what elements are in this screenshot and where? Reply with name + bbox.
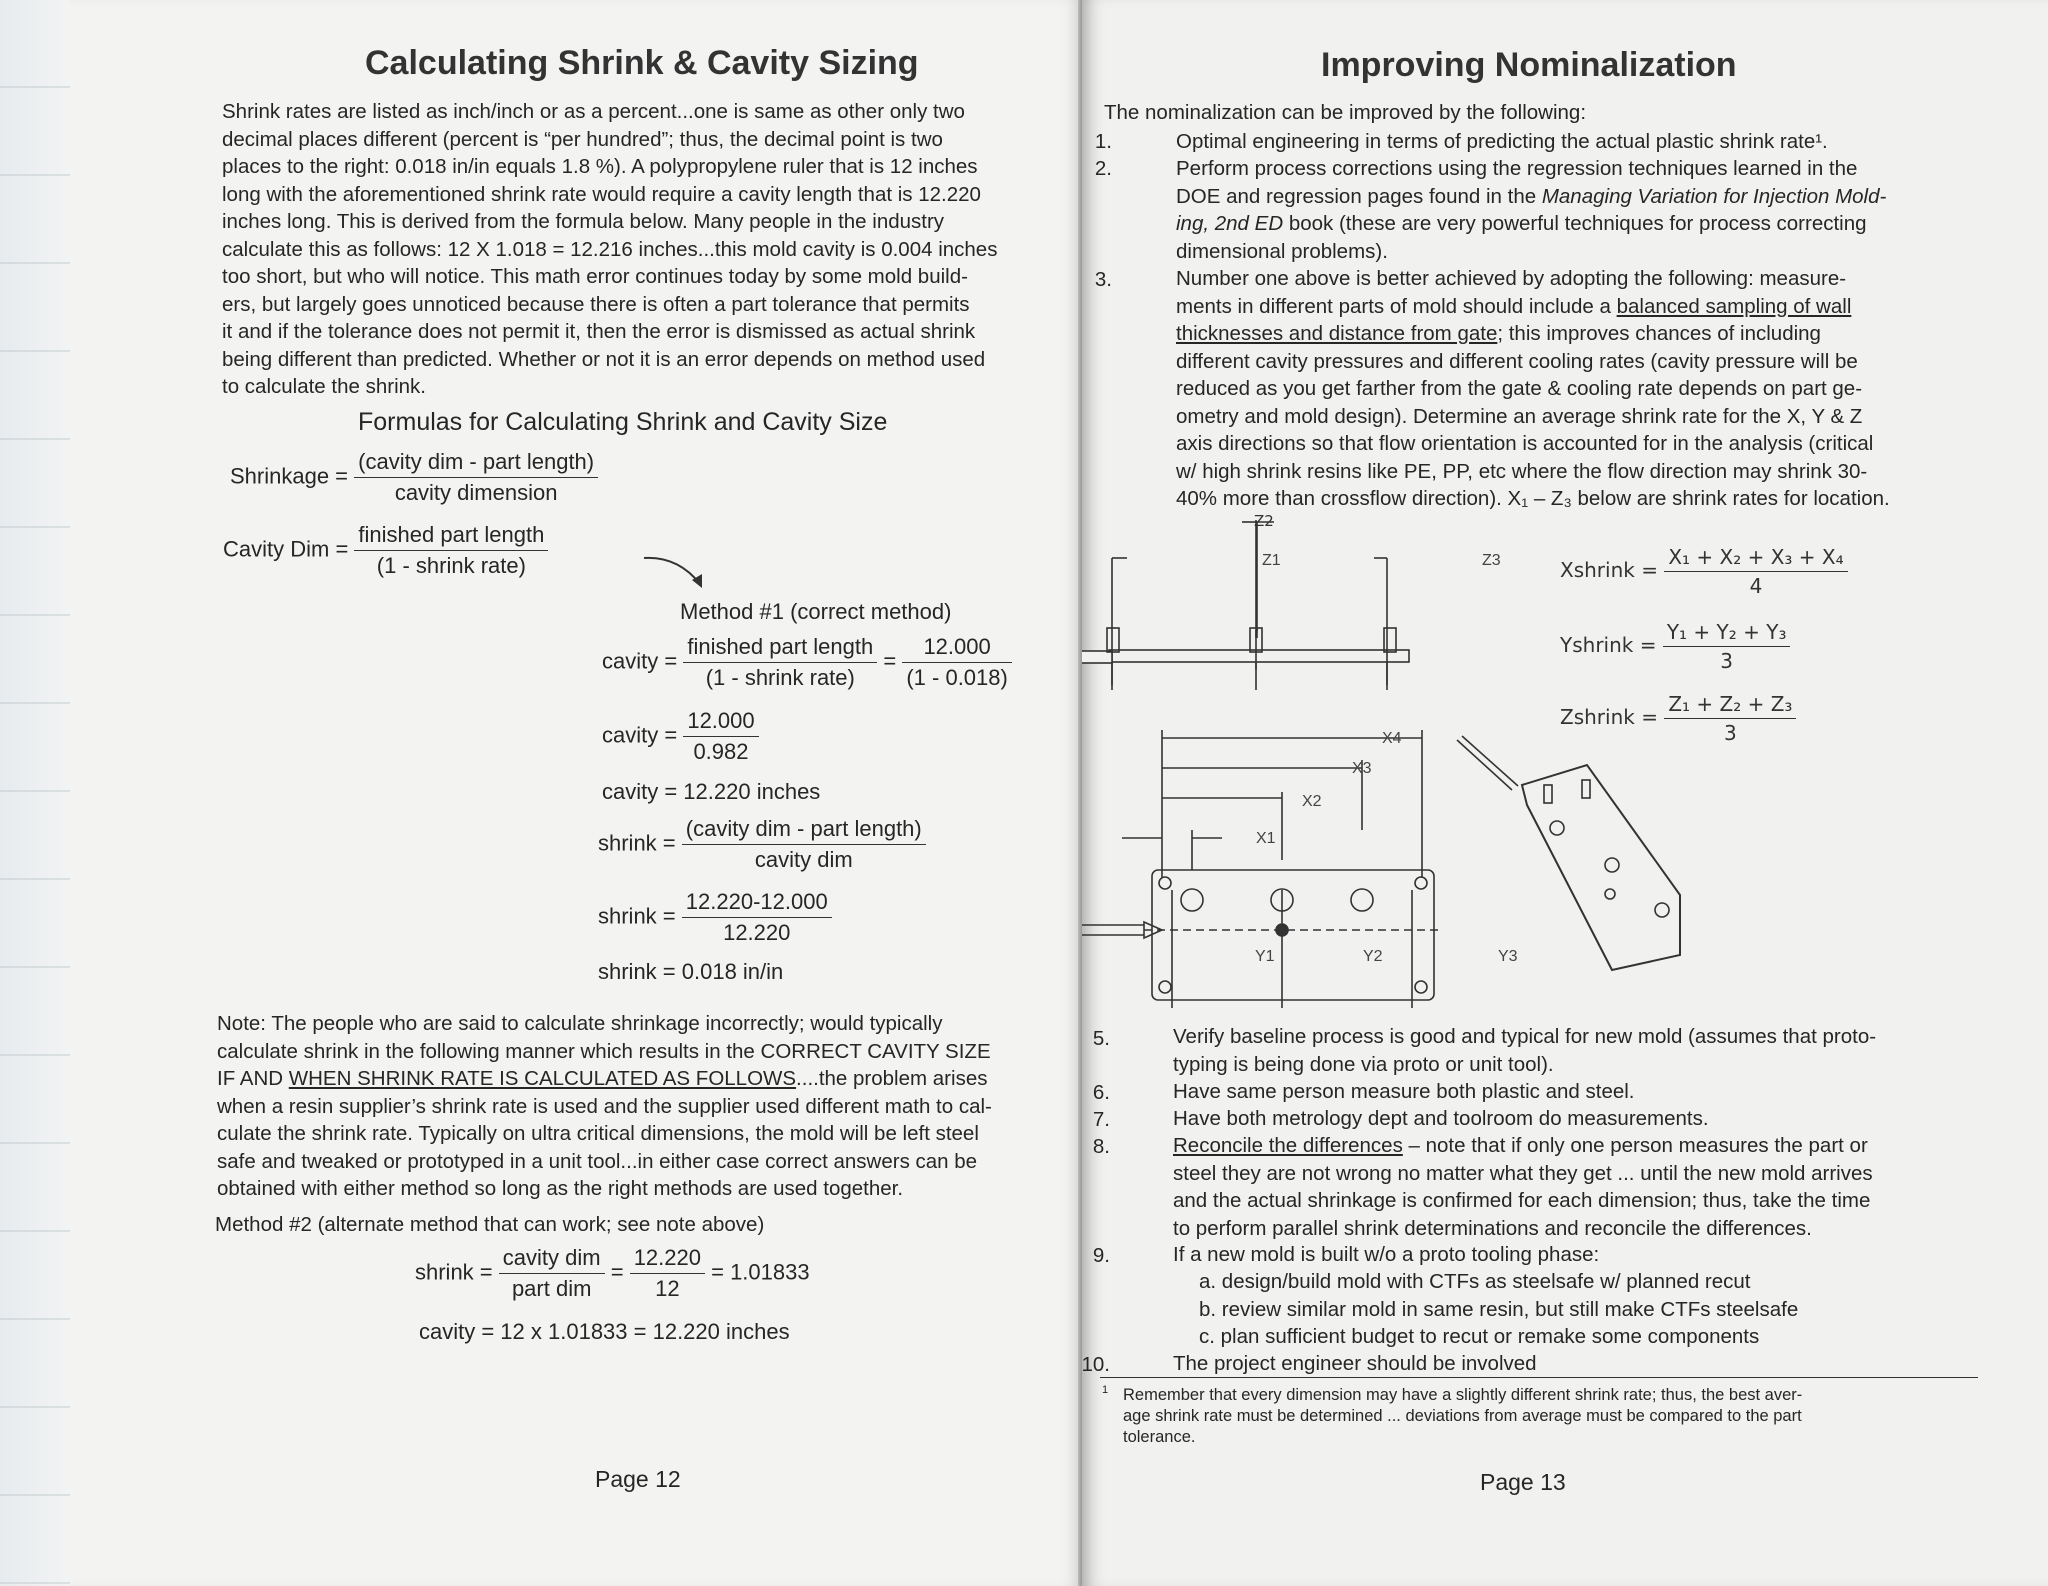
numerator: finished part length — [354, 522, 548, 551]
shrink-result: shrink = 0.018 in/in — [598, 959, 784, 984]
text-line: when a resin supplier’s shrink rate is used and the supplier used different math to cal- — [217, 1094, 992, 1118]
numerator: Y₁ + Y₂ + Y₃ — [1663, 620, 1791, 647]
left-intro-paragraph — [222, 98, 997, 401]
formula-label: cavity = — [602, 648, 678, 674]
equals-sign: = — [610, 1259, 624, 1285]
denominator: 0.982 — [693, 739, 749, 764]
fraction — [1663, 620, 1791, 673]
text-line: places to the right: 0.018 in/in equals 1.8 %). A polypropylene ruler that is 12 inches — [222, 155, 978, 178]
formula-label: Cavity Dim = — [223, 536, 349, 562]
sub-list-item: b. review similar mold in same resin, but still make CTFs steelsafe — [1199, 1297, 1799, 1321]
list-number: 8. — [1092, 1135, 1110, 1158]
sub-list-item: c. plan sufficient budget to recut or remake some components — [1199, 1325, 1760, 1348]
right-page-title: Improving Nominalization — [1321, 46, 1737, 84]
text-line: reduced as you get farther from the gate & cooling rate depends on part ge- — [1176, 377, 1863, 400]
text-line: calculate shrink in the following manner which results in the CORRECT CAVITY SIZE — [217, 1039, 991, 1063]
denominator: 4 — [1749, 574, 1763, 598]
denominator: (1 - shrink rate) — [376, 553, 526, 578]
method1-cavity-result: cavity = 12.220 inches — [602, 779, 821, 804]
text-line: typing is being done via proto or unit tool). — [1173, 1052, 1554, 1076]
yshrink-formula — [1560, 620, 1790, 673]
page-number: Page 13 — [1480, 1469, 1566, 1495]
list-number: 3. — [1094, 268, 1112, 291]
text-fragment: DOE and regression pages found in the — [1176, 184, 1542, 208]
y1-label: Y1 — [1255, 948, 1275, 965]
text-line: inches long. This is derived from the formula below. Many people in the industry — [222, 210, 945, 233]
text-line: axis directions so that flow orientation is accounted for in the analysis (critical — [1176, 432, 1874, 455]
fraction — [683, 708, 758, 765]
text-line: 40% more than crossflow direction). X₁ – Z₃ below are shrink rates for location. — [1176, 487, 1890, 510]
footnote-divider — [1100, 1377, 1978, 1378]
formula-label: shrink = — [598, 903, 676, 929]
text-line: obtained with either method so long as the right methods are used together. — [217, 1177, 904, 1200]
text-line — [1176, 320, 1890, 348]
text-line: steel they are not wrong no matter what they get ... until the new mold arrives — [1173, 1161, 1873, 1185]
intro-text: The nominalization can be improved by the following: — [1104, 101, 1587, 124]
shrink-formula-1 — [598, 816, 926, 873]
method1-cavity-formula — [602, 634, 1012, 691]
list-number: 2. — [1094, 157, 1112, 180]
formulas-heading: Formulas for Calculating Shrink and Cavity Size — [358, 408, 888, 436]
text-line: too short, but who will notice. This math error continues today by some mold build- — [222, 265, 968, 288]
method2-shrink-formula — [415, 1245, 810, 1302]
text-line: culate the shrink rate. Typically on ultra critical dimensions, the mold will be left steel — [217, 1122, 979, 1145]
x4-label: X4 — [1382, 730, 1402, 747]
curved-arrow-icon — [640, 552, 710, 594]
text-line: Shrink rates are listed as inch/inch or as a percent...one is same as other only two — [222, 100, 965, 123]
left-page — [70, 0, 1082, 1586]
list-item-text: Optimal engineering in terms of predicting the actual plastic shrink rate¹. — [1176, 130, 1828, 153]
list-item-text: If a new mold is built w/o a proto tooling phase: — [1173, 1243, 1600, 1266]
fraction — [1664, 545, 1847, 598]
list-item-text — [1173, 1132, 1873, 1242]
text-line: ometry and mold design). Determine an average shrink rate for the X, Y & Z — [1176, 404, 1863, 428]
y2-label: Y2 — [1363, 948, 1383, 965]
text-line: ers, but largely goes unnoticed because there is often a part tolerance that permits — [222, 292, 970, 316]
denominator: 3 — [1724, 721, 1737, 745]
numerator: 12.220-12.000 — [682, 889, 832, 918]
list-number: 10. — [1082, 1353, 1110, 1376]
cavity-dim-formula — [223, 522, 548, 579]
denominator: 12 — [655, 1276, 680, 1301]
list-item-text: The project engineer should be involved — [1173, 1352, 1537, 1375]
fraction — [354, 522, 548, 579]
text-line: calculate this as follows: 12 X 1.018 = 12.216 inches...this mold cavity is 0.004 inches — [222, 237, 998, 261]
shrinkage-formula — [230, 449, 598, 506]
formula-label: shrink = — [415, 1259, 493, 1285]
list-number: 5. — [1092, 1027, 1110, 1050]
underlined-text: Reconcile the differences — [1173, 1134, 1403, 1157]
formula-label: cavity = — [602, 722, 678, 748]
text-fragment: book (these are very powerful techniques for process correcting — [1283, 212, 1867, 235]
sub-list — [1199, 1268, 1798, 1351]
text-line: to calculate the shrink. — [222, 375, 426, 398]
denominator: 3 — [1720, 649, 1734, 673]
list-item-text: Have same person measure both plastic and steel. — [1173, 1080, 1635, 1103]
denominator: cavity dim — [754, 847, 853, 872]
numerator: cavity dim — [499, 1245, 605, 1274]
text-line: Remember that every dimension may have a slightly different shrink rate; thus, the best aver- — [1123, 1386, 1803, 1404]
text-line: Perform process corrections using the regression techniques learned in the — [1176, 157, 1858, 180]
text-line: being different than predicted. Whether or not it is an error depends on method used — [222, 347, 986, 371]
text-line: and the actual shrinkage is confirmed for each dimension; thus, take the time — [1173, 1189, 1871, 1212]
x2-label: X2 — [1302, 793, 1322, 810]
method1-heading: Method #1 (correct method) — [680, 599, 952, 624]
text-line — [1173, 1132, 1873, 1160]
method1-cavity-step2 — [602, 708, 759, 765]
list-number: 6. — [1092, 1081, 1110, 1104]
list-item-text — [1176, 155, 1886, 265]
text-line — [1176, 183, 1886, 211]
list-item-text — [1173, 1023, 1876, 1078]
underlined-text: WHEN SHRINK RATE IS CALCULATED AS FOLLOWS — [288, 1067, 797, 1090]
y3-label: Y3 — [1498, 948, 1518, 965]
numerator: finished part length — [683, 634, 877, 663]
text-fragment: – note that if only one person measures the part or — [1402, 1134, 1868, 1157]
denominator: cavity dimension — [394, 480, 558, 505]
text-line: dimensional problems). — [1176, 239, 1388, 263]
text-line: Number one above is better achieved by adopting the following: measure- — [1176, 267, 1847, 290]
text-line: w/ high shrink resins like PE, PP, etc where the flow direction may shrink 30- — [1176, 459, 1868, 483]
fraction — [902, 634, 1012, 691]
x3-label: X3 — [1352, 760, 1372, 777]
formula-label: shrink = — [598, 830, 676, 856]
text-line: Verify baseline process is good and typical for new mold (assumes that proto- — [1173, 1025, 1877, 1048]
text-line: it and if the tolerance does not permit it, then the error is dismissed as actual shrink — [222, 320, 976, 343]
text-line: different cavity pressures and different cooling rates (cavity pressure will be — [1176, 349, 1858, 373]
list-number: 9. — [1092, 1244, 1110, 1267]
italic-book-title: ing, 2nd ED — [1176, 212, 1284, 235]
text-fragment: ; this improves chances of including — [1497, 322, 1821, 345]
underlined-text: balanced sampling of wall — [1616, 294, 1852, 318]
xshrink-formula — [1560, 545, 1848, 598]
footnote — [1123, 1385, 1802, 1448]
denominator: (1 - 0.018) — [906, 665, 1008, 690]
list-number: 1. — [1094, 130, 1112, 153]
numerator: Z₁ + Z₂ + Z₃ — [1664, 692, 1796, 719]
left-page-title: Calculating Shrink & Cavity Sizing — [365, 44, 919, 82]
formula-label: Shrinkage = — [230, 463, 349, 489]
numerator: 12.000 — [683, 708, 758, 737]
text-fragment: IF AND — [217, 1067, 289, 1090]
formula-label: Zshrink = — [1560, 705, 1658, 729]
formula-label: Yshrink = — [1560, 633, 1657, 657]
fraction — [499, 1245, 605, 1302]
text-line: to perform parallel shrink determinations and reconcile the differences. — [1173, 1216, 1812, 1240]
numerator: (cavity dim - part length) — [354, 449, 598, 478]
text-line — [217, 1065, 992, 1093]
method2-cavity-result: cavity = 12 x 1.01833 = 12.220 inches — [419, 1319, 790, 1344]
list-number: 7. — [1092, 1108, 1110, 1131]
text-line — [1176, 210, 1886, 238]
footnote-marker: 1 — [1102, 1384, 1109, 1396]
text-line — [1176, 293, 1890, 321]
formula-result: = 1.01833 — [711, 1259, 810, 1285]
fraction — [682, 816, 926, 873]
denominator: (1 - shrink rate) — [705, 665, 855, 690]
shrink-formula-2 — [598, 889, 832, 946]
sub-list-item: a. design/build mold with CTFs as steelsafe w/ planned recut — [1199, 1270, 1751, 1293]
list-item-text — [1176, 265, 1890, 513]
fraction — [683, 634, 877, 691]
numerator: 12.220 — [630, 1245, 705, 1274]
zshrink-formula — [1560, 692, 1796, 745]
equals-sign: = — [883, 648, 897, 674]
text-line: safe and tweaked or prototyped in a unit tool...in either case correct answers can be — [217, 1149, 978, 1173]
numerator: 12.000 — [902, 634, 1012, 663]
italic-book-title: Managing Variation for Injection Mold- — [1541, 184, 1887, 208]
denominator: part dim — [511, 1276, 592, 1301]
denominator: 12.220 — [723, 920, 791, 945]
x1-label: X1 — [1256, 830, 1276, 847]
fraction — [682, 889, 832, 946]
formula-label: Xshrink = — [1560, 558, 1658, 582]
text-line: Note: The people who are said to calculate shrinkage incorrectly; would typically — [217, 1012, 943, 1035]
fraction — [630, 1245, 705, 1302]
text-fragment: ments in different parts of mold should include a — [1176, 294, 1617, 318]
z1-label: Z1 — [1262, 552, 1281, 569]
text-line: tolerance. — [1123, 1428, 1196, 1446]
fraction — [354, 449, 598, 506]
note-paragraph — [217, 1010, 992, 1203]
z2-label: Z2 — [1254, 512, 1274, 530]
underlined-text: thicknesses and distance from gate — [1176, 322, 1498, 345]
method2-heading: Method #2 (alternate method that can work; see note above) — [215, 1213, 765, 1236]
text-line: long with the aforementioned shrink rate would require a cavity length that is 12.220 — [222, 182, 981, 206]
numerator: X₁ + X₂ + X₃ + X₄ — [1664, 545, 1847, 572]
right-page — [1082, 0, 2048, 1586]
text-fragment: ....the problem arises — [796, 1067, 988, 1090]
numerator: (cavity dim - part length) — [682, 816, 926, 845]
page-number: Page 12 — [595, 1466, 681, 1492]
fraction — [1664, 692, 1796, 745]
text-line: decimal places different (percent is “per hundred”; thus, the decimal point is two — [222, 127, 943, 151]
text-line: age shrink rate must be determined ... deviations from average must be compared to the part — [1123, 1407, 1802, 1425]
list-item-text: Have both metrology dept and toolroom do measurements. — [1173, 1107, 1709, 1130]
z3-label: Z3 — [1482, 552, 1501, 569]
